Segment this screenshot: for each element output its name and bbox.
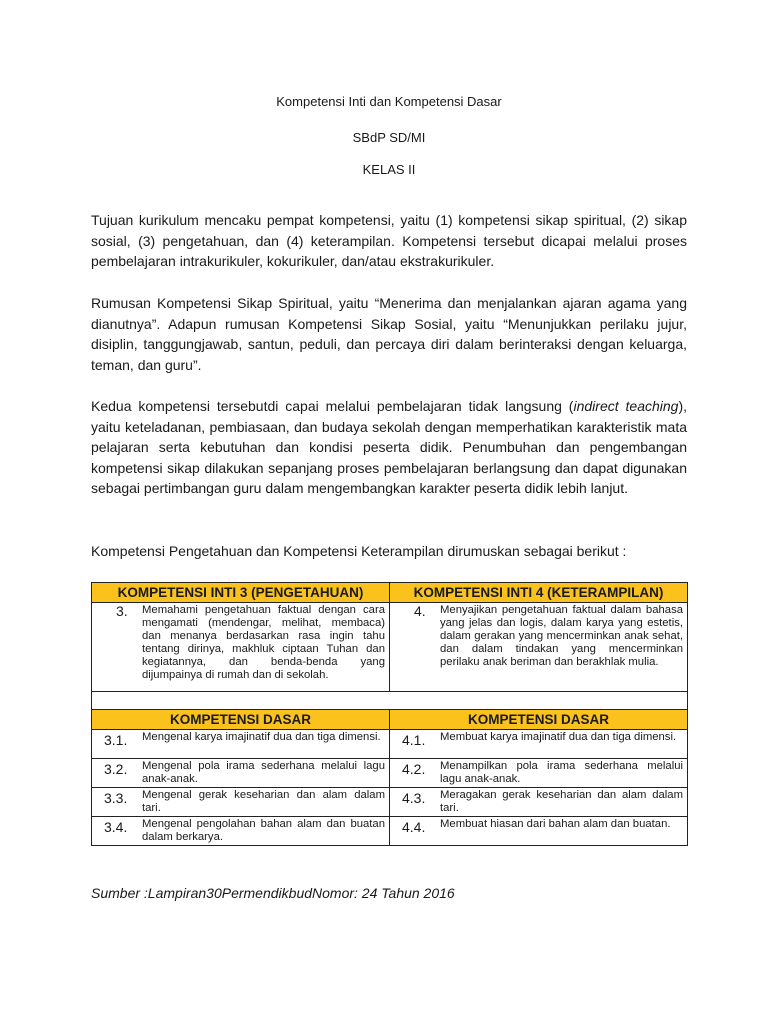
ki4-header: KOMPETENSI INTI 4 (KETERAMPILAN): [390, 583, 688, 603]
kd-left-number: 3.4.: [104, 819, 128, 835]
kd-right-cell: [390, 788, 688, 817]
paragraph-curriculum-goals: Tujuan kurikulum mencaku pempat kompetensi, yaitu (1) kompetensi sikap spiritual, (2) sikap sosial, (3) pengetahuan, dan (4) keterampilan. Kompetensi tersebut dicapai melalui proses pembelajaran intrakurikuler, kokurikuler, dan/atau ekstrakurikuler.: [91, 212, 687, 269]
kd-left-text: Mengenal pola irama sederhana melalui lagu anak-anak.: [142, 760, 385, 785]
p3-after: ), yaitu keteladanan, pembiasaan, dan budaya sekolah dengan memperhatikan karakteristik mata pelajaran serta kebutuhan dan kondisi peserta didik. Penumbuhan dan pengembangan kompetensi sikap dilakukan sepanjang proses pembelajaran berlangsung dan dapat digunakan sebagai pertimbangan guru dalam mengembangkan karakter peserta didik lebih lanjut.: [91, 398, 688, 496]
competency-table: [91, 582, 688, 846]
ki3-header: KOMPETENSI INTI 3 (PENGETAHUAN): [92, 583, 390, 603]
kd-left-number: 3.3.: [104, 790, 128, 806]
kd-left-cell: [92, 759, 390, 788]
kd-left-text: Mengenal gerak keseharian dan alam dalam tari.: [142, 789, 385, 814]
kd-right-number: 4.3.: [402, 790, 426, 806]
source-citation: Sumber :Lampiran30PermendikbudNomor: 24 Tahun 2016: [91, 885, 455, 901]
subject-title: SBdP SD/MI: [352, 130, 426, 145]
p3-italic: indirect teaching: [573, 398, 679, 414]
ki3-cell: [92, 603, 390, 692]
ki4-text: Menyajikan pengetahuan faktual dalam bahasa yang jelas dan logis, dalam karya yang estetis, dalam gerakan yang mencerminkan anak sehat, dan dalam tindakan yang mencerminkan perilaku anak beriman dan berakhlak mulia.: [440, 604, 683, 668]
kd-right-cell: [390, 730, 688, 759]
ki3-text: Memahami pengetahuan faktual dengan cara mengamati (mendengar, melihat, membaca) dan menanya berdasarkan rasa ingin tahu tentang dirinya, makhluk ciptaan Tuhan dan kegiatannya, dan benda-benda yang dijumpainya di rumah dan di sekolah.: [142, 604, 385, 681]
kd-left-cell: [92, 788, 390, 817]
ki4-cell: [390, 603, 688, 692]
kd-right-text: Meragakan gerak keseharian dan alam dalam tari.: [440, 789, 683, 814]
kd-right-text: Membuat hiasan dari bahan alam dan buatan.: [440, 818, 671, 830]
kd-left-text: Mengenal karya imajinatif dua dan tiga dimensi.: [142, 731, 381, 743]
kd-right-header: KOMPETENSI DASAR: [390, 710, 688, 730]
paragraph-indirect-teaching: [91, 396, 687, 499]
table-spacer-row: [92, 692, 688, 710]
document-title: Kompetensi Inti dan Kompetensi Dasar: [276, 94, 502, 109]
kd-left-cell: [92, 817, 390, 846]
ki4-number: 4.: [414, 603, 426, 619]
kd-right-number: 4.4.: [402, 819, 426, 835]
kd-right-number: 4.2.: [402, 761, 426, 777]
kd-right-cell: [390, 817, 688, 846]
ki3-number: 3.: [116, 603, 128, 619]
kd-left-number: 3.2.: [104, 761, 128, 777]
grade-title: KELAS II: [362, 162, 416, 177]
kd-left-cell: [92, 730, 390, 759]
paragraph-table-intro: Kompetensi Pengetahuan dan Kompetensi Keterampilan dirumuskan sebagai berikut :: [91, 543, 627, 559]
kd-right-number: 4.1.: [402, 732, 426, 748]
kd-left-number: 3.1.: [104, 732, 128, 748]
paragraph-attitude-competence: Rumusan Kompetensi Sikap Spiritual, yaitu “Menerima dan menjalankan ajaran agama yang dianutnya”. Adapun rumusan Kompetensi Sikap Sosial, yaitu “Menunjukkan perilaku jujur, disiplin, tanggungjawab, santun, peduli, dan percaya diri dalam berinteraksi dengan keluarga, teman, dan guru”.: [91, 295, 687, 373]
kd-left-header: KOMPETENSI DASAR: [92, 710, 390, 730]
kd-right-text: Menampilkan pola irama sederhana melalui lagu anak-anak.: [440, 760, 683, 785]
kd-right-text: Membuat karya imajinatif dua dan tiga dimensi.: [440, 731, 677, 743]
kd-left-text: Mengenal pengolahan bahan alam dan buatan dalam berkarya.: [142, 818, 385, 843]
kd-right-cell: [390, 759, 688, 788]
p3-before: Kedua kompetensi tersebutdi capai melalui pembelajaran tidak langsung (: [91, 398, 574, 414]
